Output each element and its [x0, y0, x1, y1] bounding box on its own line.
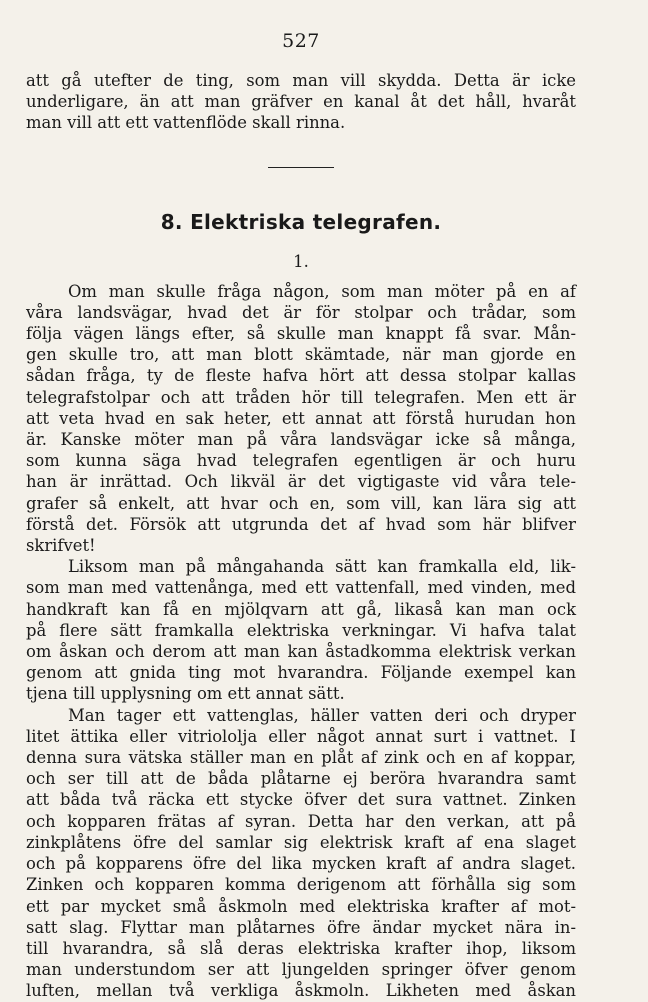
- text-line: satt slag. Flyttar man plåtarnes öfre ändar mycket nära in-: [26, 917, 576, 937]
- text-line: och kopparen frätas af syran. Detta har den verkan, att på: [26, 811, 576, 831]
- text-line: gen skulle tro, att man blott skämtade, när man gjorde en: [26, 345, 576, 365]
- text-line: om åskan och derom att man kan åstadkomma elektrisk verkan: [26, 642, 576, 662]
- text-line: grafer så enkelt, att hvar och en, som vill, kan lära sig att: [26, 493, 576, 513]
- text-line: handkraft kan få en mjölqvarn att gå, likaså kan man ock: [26, 599, 576, 619]
- text-line: och ser till att de båda plåtarne ej beröra hvarandra samt: [26, 769, 576, 789]
- text-line: underligare, än att man gräfver en kanal åt det håll, hvaråt: [26, 92, 576, 112]
- text-line: han är inrättad. Och likväl är det vigtigaste vid våra tele-: [26, 472, 576, 492]
- text-line: på flere sätt framkalla elektriska verkningar. Vi hafva talat: [26, 620, 576, 640]
- text-line: genom att gnida ting mot hvarandra. Följande exempel kan: [26, 663, 576, 683]
- text-line: Man tager ett vattenglas, häller vatten deri och dryper: [68, 705, 576, 725]
- text-line: som kunna säga hvad telegrafen egentligen är och huru: [26, 451, 576, 471]
- text-line: att gå utefter de ting, som man vill skydda. Detta är icke: [26, 71, 576, 90]
- page-number: 527: [282, 30, 320, 52]
- text-line: att veta hvad en sak heter, ett annat att förstå hurudan hon: [26, 408, 576, 428]
- section-divider: [268, 167, 334, 168]
- text-line: sådan fråga, ty de fleste hafva hört att dessa stolpar kallas: [26, 366, 576, 386]
- text-line: och på kopparens öfre del lika mycken kraft af andra slaget.: [26, 854, 576, 874]
- text-line: telegrafstolpar och att tråden hör till telegrafen. Men ett är: [26, 387, 576, 407]
- text-line: som man med vattenånga, med ett vattenfall, med vinden, med: [26, 578, 576, 598]
- text-line: man vill att ett vattenflöde skall rinna.: [26, 113, 346, 133]
- paragraph-1: [26, 281, 576, 557]
- text-line: luften, mellan två verkliga åskmoln. Likheten med åskan: [26, 981, 576, 1001]
- text-line: tjena till upplysning om ett annat sätt.: [26, 684, 345, 704]
- paragraph-2: [26, 556, 576, 704]
- text-line: våra landsvägar, hvad det är för stolpar och trådar, som: [26, 302, 576, 322]
- text-line: följa vägen längs efter, så skulle man knappt få svar. Mån-: [26, 324, 576, 344]
- text-line: är. Kanske möter man på våra landsvägar icke så många,: [26, 430, 576, 450]
- section-heading: 8. Elektriska telegrafen.: [160, 209, 442, 234]
- text-line: litet ättika eller vitriololja eller något annat surt i vattnet. I: [26, 726, 576, 746]
- text-line: att båda två räcka ett stycke öfver det sura vattnet. Zinken: [26, 790, 576, 810]
- text-line: Liksom man på mångahanda sätt kan framkalla eld, lik-: [68, 557, 576, 577]
- subsection-number: 1.: [293, 251, 309, 271]
- text-line: man understundom ser att ljungelden springer öfver genom: [26, 960, 576, 980]
- text-line: Zinken och kopparen komma derigenom att förhålla sig som: [26, 875, 576, 895]
- text-line: förstå det. Försök att utgrunda det af hvad som här blifver: [26, 514, 576, 534]
- text-line: ett par mycket små åskmoln med elektriska krafter af mot-: [26, 896, 576, 916]
- text-line: skrifvet!: [26, 536, 96, 556]
- paragraph-3: [26, 705, 576, 1002]
- text-line: zinkplåtens öfre del samlar sig elektrisk kraft af ena slaget: [26, 832, 576, 852]
- intro-paragraph: [26, 70, 576, 134]
- text-line: Om man skulle fråga någon, som man möter på en af: [68, 281, 576, 301]
- text-line: till hvarandra, så slå deras elektriska krafter ihop, liksom: [26, 938, 576, 958]
- text-line: denna sura vätska ställer man en plåt af zink och en af koppar,: [26, 748, 576, 768]
